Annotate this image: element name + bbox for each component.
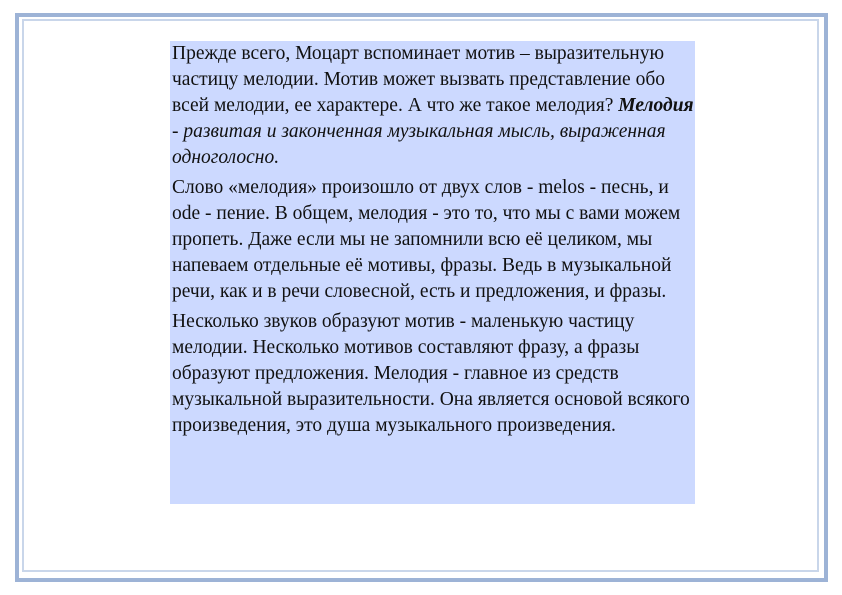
melody-definition: - развитая и законченная музыкальная мысль, выраженная одноголосно. (172, 121, 666, 168)
melody-term: Мелодия (618, 95, 694, 116)
text-box (170, 41, 695, 504)
paragraph-structure: Несколько звуков образуют мотив - маленькую частицу мелодии. Несколько мотивов составляют фразу, а фразы образуют предложения. Мелодия - главное из средств музыкальной выразительности. Она является основой всякого произведения, это душа музыкального произведения. (172, 311, 690, 436)
paragraph-etymology: Слово «мелодия» произошло от двух слов - melos - песнь, и ode - пение. В общем, мелодия - это то, что мы с вами можем пропеть. Даже если мы не запомнили всю её целиком, мы напеваем отдельные её мотивы, фразы. Ведь в музыкальной речи, как и в речи словесной, есть и предложения, и фразы. (172, 177, 681, 302)
paragraph-motif (172, 41, 695, 171)
paragraph-motif-lead: Прежде всего, Моцарт вспоминает мотив – выразительную частицу мелодии. Мотив может вызвать представление обо всей мелодии, ее характере. А что же такое мелодия? (172, 43, 665, 116)
